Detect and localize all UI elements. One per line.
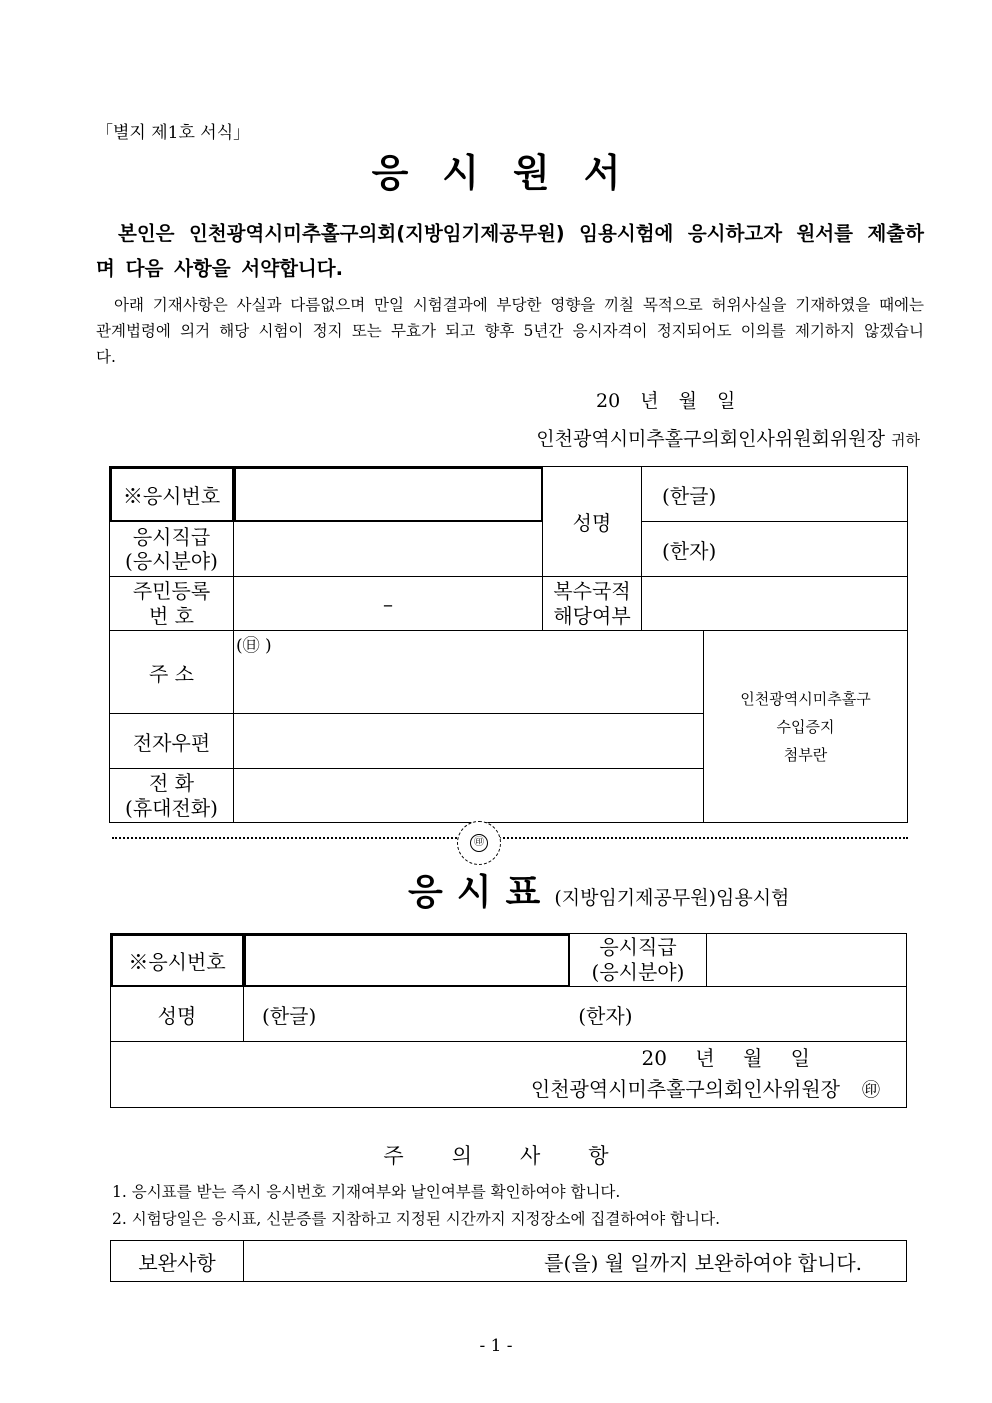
ticket-grade-line1: 응시직급 xyxy=(599,935,677,959)
ticket-exam-number-field[interactable] xyxy=(244,934,570,987)
rrn-field[interactable]: – xyxy=(234,577,543,631)
name-hanja-field[interactable]: (한자) xyxy=(642,522,908,577)
ticket-seal-icon: ㊞ xyxy=(862,1080,880,1101)
caution-title: 주의사항 xyxy=(383,1144,657,1168)
address-field[interactable]: (㊐ ) xyxy=(234,631,704,714)
exam-number-field[interactable] xyxy=(234,467,543,522)
application-table xyxy=(109,466,908,823)
revenue-stamp-area xyxy=(704,631,908,823)
rrn-label xyxy=(110,577,234,631)
email-label: 전자우편 xyxy=(110,714,234,769)
dual-label-line1: 복수국적 xyxy=(553,578,631,603)
caution-item-1: 1. 응시표를 받는 즉시 응시번호 기재여부와 날인여부를 확인하여야 합니다. xyxy=(112,1183,621,1201)
supplement-label: 보완사항 xyxy=(111,1241,244,1282)
ticket-name-label: 성명 xyxy=(111,987,244,1042)
addressee xyxy=(536,424,920,451)
ticket-grade-field[interactable] xyxy=(707,934,907,987)
application-date: 20 년 월 일 xyxy=(596,390,736,412)
addressee-name: 인천광역시미추홀구의회인사위원회위원장 xyxy=(536,428,886,450)
phone-field[interactable] xyxy=(234,769,704,823)
dual-label-line2: 해당여부 xyxy=(553,603,631,628)
rrn-label-line1: 주민등록 xyxy=(132,578,211,603)
stamp-line2: 수입증지 xyxy=(776,717,835,736)
rrn-label-line2: 번 호 xyxy=(149,603,194,628)
grade-label-line2: (응시분야) xyxy=(125,549,218,573)
ticket-issuer: 인천광역시미추홀구의회인사위원장 xyxy=(530,1077,840,1101)
ticket-grade-line2: (응시분야) xyxy=(591,960,685,984)
dual-nationality-label xyxy=(543,577,642,631)
page-number: - 1 - xyxy=(479,1336,513,1356)
stamp-line3: 첨부란 xyxy=(783,745,828,764)
ticket-table xyxy=(110,933,907,1108)
ticket-issuer-cell xyxy=(111,1042,907,1108)
ticket-title-main: 응시표 xyxy=(408,872,555,913)
supplement-field[interactable]: 를(을) 월 일까지 보완하여야 합니다. xyxy=(244,1241,907,1282)
grade-field[interactable] xyxy=(234,522,543,577)
stamp-line1: 인천광역시미추홀구 xyxy=(740,689,871,708)
dual-nationality-field[interactable] xyxy=(642,577,908,631)
cut-line xyxy=(112,837,908,839)
ticket-date: 20 년 월 일 xyxy=(641,1046,810,1070)
address-label: 주 소 xyxy=(110,631,234,714)
phone-label-line1: 전 화 xyxy=(149,770,194,795)
caution-item-2: 2. 시험당일은 응시표, 신분증를 지참하고 지정된 시간까지 지정장소에 집결하여야 합니다. xyxy=(112,1210,721,1228)
form-number-label: 「별지 제1호 서식」 xyxy=(96,123,251,143)
grade-label xyxy=(110,522,234,577)
seal-icon: ㊞ xyxy=(470,834,488,852)
ticket-subtitle: (지방임기제공무원)임용시험 xyxy=(554,887,790,909)
ticket-hanja: (한자) xyxy=(578,1003,633,1028)
grade-label-line1: 응시직급 xyxy=(132,525,211,549)
page-title: 응시원서 xyxy=(371,151,655,195)
pledge-statement: 본인은 인천광역시미추홀구의회(지방임기제공무원) 임용시험에 응시하고자 원서를 제출하며 다음 사항을 서약합니다. xyxy=(96,222,924,280)
ticket-title xyxy=(408,864,789,915)
notice-paragraph: 아래 기재사항은 사실과 다름없으며 만일 시험결과에 부당한 영향을 끼칠 목적으로 허위사실을 기재하였을 때에는 관계법령에 의거 해당 시험이 정지 또는 무효가 되고 향후 5년간 응시자격이 정지되어도 이의를 제기하지 않겠습니다. xyxy=(96,296,924,366)
ticket-hangul: (한글) xyxy=(262,1003,317,1028)
ticket-grade-label xyxy=(570,934,707,987)
email-field[interactable] xyxy=(234,714,704,769)
phone-label xyxy=(110,769,234,823)
ticket-exam-number-label: ※응시번호 xyxy=(111,934,244,987)
name-label: 성명 xyxy=(543,467,642,577)
exam-number-label: ※응시번호 xyxy=(110,467,234,522)
addressee-suffix: 귀하 xyxy=(891,431,920,449)
phone-label-line2: (휴대전화) xyxy=(125,795,218,820)
ticket-name-field[interactable] xyxy=(244,987,907,1042)
name-hangul-field[interactable]: (한글) xyxy=(642,467,908,522)
supplement-table xyxy=(110,1240,907,1282)
